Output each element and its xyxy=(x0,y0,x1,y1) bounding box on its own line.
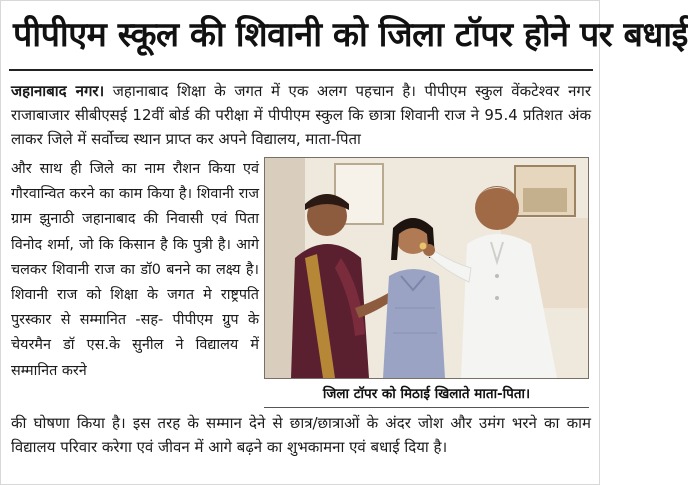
article-closing-paragraph: की घोषणा किया है। इस तरह के सम्मान देने से छात्र/छात्राओं के अंदर जोश और उमंग भरने का काम विद्यालय परिवार करेगा एवं जीवन में आगे बढ़ने का शुभकामना एवं बधाई दिया है। xyxy=(11,414,591,456)
photo-caption: जिला टॉपर को मिठाई खिलाते माता-पिता। xyxy=(322,386,531,402)
article-column-text: और साथ ही जिले का नाम रौशन किया एवं गौरवान्वित करने का काम किया है। शिवानी राज ग्राम झुनाठी जहानाबाद की निवासी एवं पिता विनोद शर्मा, जो कि किसान है कि पुत्री है। आगे चलकर शिवानी राज का डॉ0 बनने का लक्ष्य है। शिवानी राज को शिक्षा के जगत मे राष्ट्रपति पुरस्कार से सम्मानित -सह- पीपीएम ग्रुप के चेयरमैन डॉ एस.के सुनील ने विद्यालय में सम्मानित करने xyxy=(11,161,259,379)
caption-divider xyxy=(264,407,589,408)
news-photo-illustration xyxy=(265,158,588,378)
article-intro-paragraph xyxy=(11,79,591,157)
headline: पीपीएम स्कूल की शिवानी को जिला टॉपर होने पर बधाई xyxy=(13,15,688,55)
headline-divider xyxy=(9,69,593,71)
article-intro-text: जहानाबाद शिक्षा के जगत में एक अलग पहचान है। पीपीएम स्कुल वेंकटेश्वर नगर राजाबाजार सीबीएसई 12वीं बोर्ड की परीक्षा में पीपीएम स्कुल कि छात्रा शिवानी राज ने 95.4 प्रतिशत अंक लाकर जिले में सर्वोच्च स्थान प्राप्त कर अपने विद्यालय, माता-पिता xyxy=(11,82,591,148)
dateline: जहानाबाद नगर। xyxy=(11,82,105,100)
news-photo xyxy=(264,157,589,379)
